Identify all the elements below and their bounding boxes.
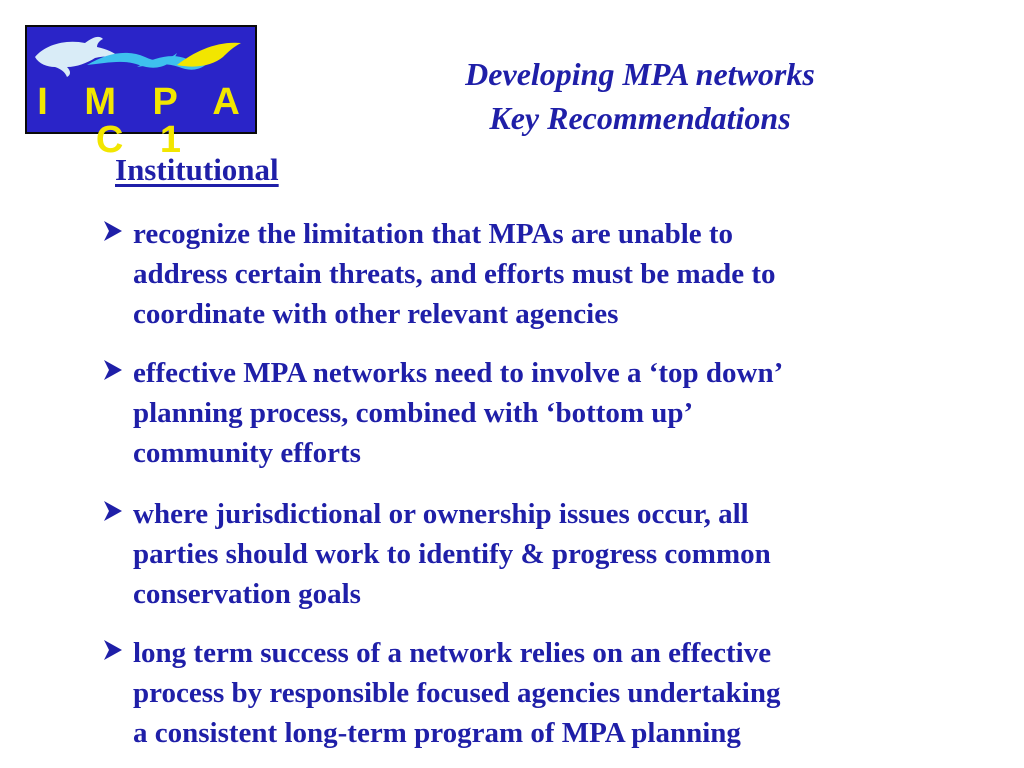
arrowhead-bullet-icon [100,496,126,526]
title-line-2: Key Recommendations [489,100,791,136]
slide-title [340,52,940,140]
list-item-text: recognize the limitation that MPAs are unable to address certain threats, and efforts must be made to coordinate with other relevant agencies [133,218,776,330]
arrowhead-bullet-icon [100,216,126,246]
title-line-1: Developing MPA networks [465,56,815,92]
arrowhead-bullet-icon [100,635,126,665]
list-item [100,494,980,614]
list-item [100,633,980,753]
arrowhead-bullet-icon [100,355,126,385]
section-heading: Institutional [115,152,279,187]
list-item-text: effective MPA networks need to involve a ‘top down’ planning process, combined with ‘bottom up’ community efforts [133,357,784,469]
logo-text: I M P A C 1 [37,81,253,161]
impac-logo [25,25,257,161]
list-item [100,214,980,334]
list-item [100,353,980,473]
list-item-text: long term success of a network relies on an effective process by responsible focused agencies undertaking a consistent long-term program of MPA planning [133,637,781,749]
list-item-text: where jurisdictional or ownership issues occur, all parties should work to identify & progress common conservation goals [133,498,771,610]
